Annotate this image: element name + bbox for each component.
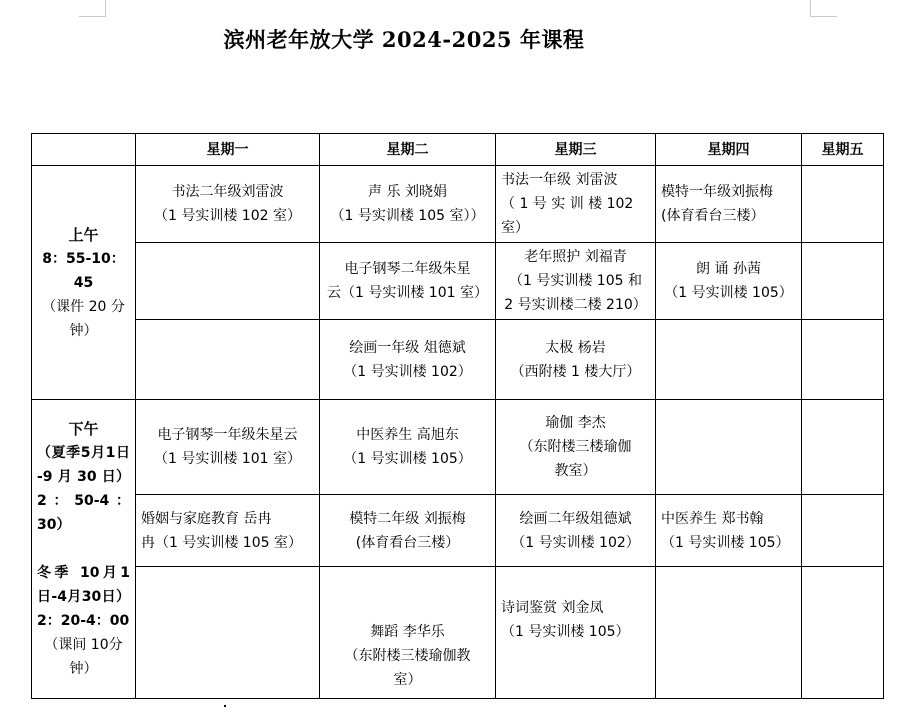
morning-note: （课件 20 分钟） bbox=[42, 298, 125, 339]
table-row bbox=[32, 400, 884, 495]
course-cell-empty bbox=[136, 320, 320, 400]
course-location: （1 号实训楼 102 室） bbox=[154, 208, 301, 224]
course-cell bbox=[496, 567, 656, 699]
course-cell-empty bbox=[802, 495, 884, 567]
table-row bbox=[32, 243, 884, 320]
course-location: （东附楼三楼瑜伽 bbox=[519, 439, 632, 455]
course-location: （1 号实训楼 105） bbox=[501, 623, 630, 640]
course-location-extra: 教室） bbox=[554, 463, 597, 479]
course-name: 舞蹈 李华乐 bbox=[370, 623, 445, 640]
course-name: 绘画二年级俎德斌 bbox=[519, 510, 632, 527]
afternoon-note: （课间 10分钟） bbox=[44, 637, 123, 677]
course-name: 朗 诵 孙茜 bbox=[696, 261, 761, 277]
course-location: （1 号实训楼 105 室）） bbox=[330, 208, 485, 224]
header-row bbox=[32, 134, 884, 166]
course-name: 书法一年级 刘雷波 bbox=[501, 172, 618, 188]
table-row bbox=[32, 320, 884, 400]
course-location: （东附楼三楼瑜伽教 bbox=[344, 647, 471, 664]
course-name: 婚姻与家庭教育 岳冉 bbox=[141, 510, 272, 527]
header-wednesday: 星期三 bbox=[496, 134, 656, 166]
course-cell-empty bbox=[802, 567, 884, 699]
course-location: 云（1 号实训楼 101 室） bbox=[327, 285, 488, 301]
header-tuesday: 星期二 bbox=[320, 134, 496, 166]
course-location: （1 号实训楼 101 室） bbox=[154, 451, 301, 467]
course-cell bbox=[496, 400, 656, 495]
course-name: 中医养生 高旭东 bbox=[356, 427, 459, 443]
stray-dot bbox=[224, 705, 226, 707]
morning-time: 8：55-10：45 bbox=[42, 250, 125, 291]
table-row bbox=[32, 567, 884, 699]
course-name: 书法二年级刘雷波 bbox=[171, 184, 284, 200]
course-name: 声 乐 刘晓娟 bbox=[368, 184, 447, 200]
course-name: 太极 杨岩 bbox=[545, 339, 606, 356]
crop-mark-top-right bbox=[810, 0, 837, 17]
afternoon-time-cell bbox=[32, 400, 136, 699]
course-location-extra: 室） bbox=[393, 671, 422, 688]
page-title: 滨州老年放大学 2024-2025 年课程 bbox=[223, 27, 585, 52]
header-monday: 星期一 bbox=[136, 134, 320, 166]
morning-time-cell bbox=[32, 166, 136, 400]
morning-label: 上午 bbox=[68, 225, 99, 244]
course-cell-empty bbox=[136, 243, 320, 320]
header-friday: 星期五 bbox=[802, 134, 884, 166]
course-cell bbox=[136, 400, 320, 495]
course-cell-empty bbox=[802, 400, 884, 495]
course-cell bbox=[496, 495, 656, 567]
afternoon-label: 下午 bbox=[68, 420, 99, 438]
course-cell-empty bbox=[656, 320, 802, 400]
course-name: 中医养生 郑书翰 bbox=[661, 510, 764, 527]
course-cell bbox=[320, 166, 496, 243]
table-row bbox=[32, 166, 884, 243]
course-cell bbox=[496, 243, 656, 320]
course-cell bbox=[136, 495, 320, 567]
course-name: 绘画一年级 俎德斌 bbox=[349, 339, 466, 356]
course-location: （1 号实训楼 102） bbox=[343, 363, 472, 380]
course-cell bbox=[136, 166, 320, 243]
header-thursday: 星期四 bbox=[656, 134, 802, 166]
course-cell-empty bbox=[136, 567, 320, 699]
course-location: （1 号实训楼 105 和 bbox=[509, 273, 642, 289]
course-cell bbox=[320, 320, 496, 400]
course-cell bbox=[320, 400, 496, 495]
course-cell bbox=[320, 567, 496, 699]
course-cell-empty bbox=[802, 166, 884, 243]
course-cell bbox=[496, 320, 656, 400]
course-cell bbox=[656, 243, 802, 320]
course-cell-empty bbox=[656, 400, 802, 495]
course-location: （1 号实训楼 105） bbox=[664, 285, 793, 301]
course-cell bbox=[656, 495, 802, 567]
course-location-extra: 2 号实训楼二楼 210） bbox=[504, 297, 647, 313]
course-cell-empty bbox=[802, 320, 884, 400]
course-cell bbox=[320, 495, 496, 567]
crop-mark-top-left bbox=[79, 0, 106, 17]
course-cell-empty bbox=[656, 567, 802, 699]
course-location: （1 号实训楼 102） bbox=[511, 534, 640, 551]
course-location: （1 号实训楼 105） bbox=[661, 534, 790, 551]
course-name: 老年照护 刘福青 bbox=[524, 249, 627, 265]
course-name: 模特一年级刘振梅 bbox=[661, 184, 773, 200]
course-location: (体育看台三楼） bbox=[661, 208, 765, 224]
course-name: 电子钢琴二年级朱星 bbox=[344, 261, 471, 277]
course-cell bbox=[496, 166, 656, 243]
course-name: 瑜伽 李杰 bbox=[545, 415, 606, 431]
course-location: (体育看台三楼） bbox=[355, 534, 460, 551]
course-name: 模特二年级 刘振梅 bbox=[349, 510, 466, 527]
course-location: （ 1 号 实 训 楼 102 室） bbox=[501, 196, 634, 236]
course-schedule-table bbox=[31, 133, 884, 699]
course-cell-empty bbox=[802, 243, 884, 320]
course-cell bbox=[320, 243, 496, 320]
course-location: （西附楼 1 楼大厅） bbox=[510, 363, 641, 380]
course-location: （1 号实训楼 105） bbox=[343, 451, 472, 467]
course-name: 电子钢琴一年级朱星云 bbox=[157, 427, 298, 443]
course-cell bbox=[656, 166, 802, 243]
course-location: 冉（1 号实训楼 105 室） bbox=[141, 534, 302, 551]
course-name: 诗词鉴赏 刘金凤 bbox=[501, 599, 604, 616]
afternoon-summer-time: （夏季5月1日 -9 月 30 日）2：50-4：30） bbox=[37, 445, 130, 533]
corner-cell bbox=[32, 134, 136, 166]
table-row bbox=[32, 495, 884, 567]
afternoon-winter-time: 冬季 10月1日-4月30日）2：20-4：00 bbox=[37, 565, 130, 629]
